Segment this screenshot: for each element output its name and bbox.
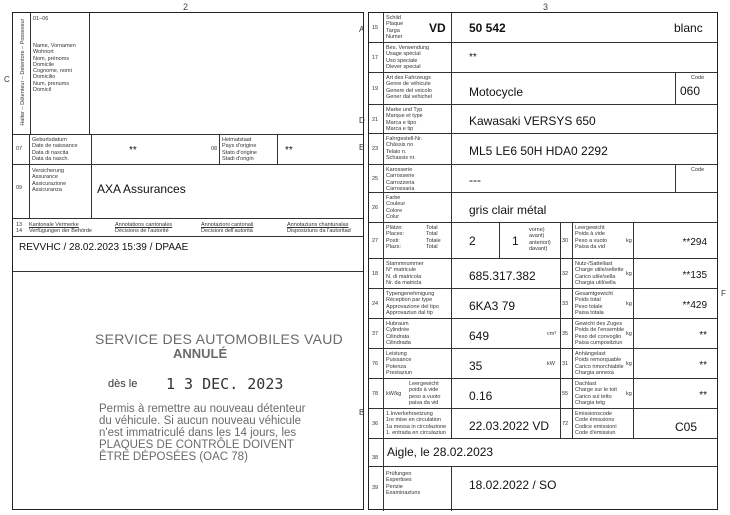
holder-name-labels (33, 43, 76, 93)
divider (572, 349, 573, 378)
r72-label-line: Code émissions (575, 417, 615, 424)
remarks-num-13: 13 (16, 222, 23, 228)
remarks-column-line: Annotazioni cantonali (201, 222, 254, 228)
label-r15-line: Plaque (386, 21, 404, 28)
r78-value: 0.16 (469, 389, 493, 403)
r32-label-line: Carico utile/sella (575, 273, 616, 280)
r78-prefix: kW/kg (386, 391, 402, 397)
vehicle-type-value: Motocycle (469, 85, 524, 99)
home-value: ** (285, 145, 293, 156)
stamp-line2: ANNULÉ (173, 346, 228, 361)
holder-name-line: Name, Vornamen (33, 43, 76, 49)
r55-label-line: Dachlast (575, 381, 597, 387)
r76-num: 76 (372, 361, 379, 367)
remarks-column-line: Annotations cantonales (115, 222, 173, 228)
label-r23-line: Schassis nr. (386, 154, 416, 161)
divider (633, 289, 634, 318)
r31-unit: kg (626, 361, 632, 367)
r55-label-line: Carico sul tetto (575, 393, 612, 400)
row-r24-r33 (369, 289, 717, 319)
r30-value: **294 (682, 237, 707, 248)
row-body: 25 Karosserie Carrosserie Carrozzeria Carrossaria --- Code (369, 165, 717, 193)
letter-d: D (359, 116, 365, 125)
divider (560, 259, 561, 288)
r78-label-line: Leergewicht (409, 381, 439, 387)
r36-labels (386, 411, 446, 436)
holder-name-line: Wohnort (33, 49, 54, 56)
r30-unit: kg (626, 238, 632, 244)
label-r19-line: Art des Fahrzeugs (386, 75, 431, 81)
divider (572, 319, 573, 348)
r27-labels (386, 225, 404, 250)
r18-value: 685.317.382 (469, 269, 536, 283)
divider (572, 289, 573, 318)
r27-sub-line: Total (426, 231, 438, 238)
chassis-value: ML5 LE6 50H HDA0 2292 (469, 144, 608, 158)
r18-label-line: N° matricule (386, 267, 417, 274)
divider (560, 379, 561, 408)
remarks-column-line: Disposiziuns da l'autoritad (287, 228, 351, 235)
stamp-notice-line: PLAQUES DE CONTRÔLE DOIVENT (99, 439, 294, 451)
row-r78-r55 (369, 379, 717, 409)
r30-label-line: Poids à vide (575, 231, 605, 238)
label-r39-line: Perizie (386, 483, 403, 490)
r30-label-line: Paisa da vid (575, 243, 605, 250)
seats-front: 1 (512, 234, 519, 248)
color-value: gris clair métal (469, 203, 547, 217)
r72-label-line: Codice emissioni (575, 423, 617, 430)
r32-value: **135 (682, 270, 707, 281)
divider (572, 259, 573, 288)
r24-label-line: Typengenehmigung (386, 291, 435, 297)
r72-value: C05 (674, 420, 697, 434)
r32-label-line: Charge utile/sellette (575, 267, 624, 274)
label-r25-line: Karosserie (386, 167, 413, 173)
seats-front-label-line: anteriori) (529, 239, 551, 246)
divider (451, 379, 452, 408)
row-make: 21 Marke und Typ Marque et type Marca e tipo Marca e tip Kawasaki VERSYS 650 (369, 105, 717, 134)
r55-label-line: Charge sur le toit (575, 387, 617, 394)
divider (451, 409, 452, 438)
letter-b: B (359, 408, 365, 417)
r37-label-line: Cilindrada (386, 339, 411, 346)
r24-labels (386, 291, 439, 316)
stamp-date: 1 3 DEC. 2023 (166, 375, 284, 393)
r27-sub-line: Total (426, 243, 438, 250)
r27-sub-line: Total (426, 225, 438, 231)
remarks-column-line: Verfügungen der Behörde (29, 228, 92, 235)
stamp-line1: SERVICE DES AUTOMOBILES VAUD (95, 331, 344, 347)
insurance-value: AXA Assurances (97, 182, 186, 196)
label-r15-line: Targa (386, 27, 400, 34)
stamp-notice (99, 403, 305, 463)
r32-label-line: Nutz-/Sattellast (575, 261, 613, 267)
r35-label-line: Poids de l'ensemble (575, 327, 625, 334)
divider (383, 319, 384, 348)
label-r23-line: Fahrgestell-Nr. (386, 136, 423, 142)
r35-label-line: Peso del convoglio (575, 333, 622, 340)
r27-label-line: Plätze: (386, 225, 403, 231)
r33-num: 33 (562, 301, 569, 307)
stamp-notice-line: Permis à remettre au nouveau détenteur (99, 403, 306, 415)
divider (451, 319, 452, 348)
divider (451, 223, 452, 258)
r30-label-line: Leergewicht (575, 225, 605, 231)
r18-labels (386, 261, 424, 286)
left-page (4, 12, 364, 510)
label-r17-line: Uso speciale (386, 57, 418, 64)
r36-label-line: 1.Inverkehrsetzung (386, 411, 433, 417)
row-r27-r30 (369, 223, 717, 259)
label-r23-line: Châssis no (386, 142, 414, 149)
insurance-label-line: Assurance (32, 174, 58, 181)
label-r21-line: Marca e tipo (386, 119, 417, 126)
row-r36-r72 (369, 409, 717, 439)
make-value: Kawasaki VERSYS 650 (469, 114, 596, 128)
home-label-line: Heimatstaat (222, 137, 252, 143)
r27-label-line: Posti: (386, 237, 400, 244)
divider (383, 259, 384, 288)
r24-label-line: Réception par type (386, 297, 433, 304)
row-r76-r31 (369, 349, 717, 379)
remarks-column-line: Annotaziuns chantunalas (287, 222, 349, 228)
divider (572, 223, 573, 258)
r78-label-line: peso a vuoto (409, 393, 441, 400)
r32-unit: kg (626, 271, 632, 277)
label-r26-line: Colore (386, 207, 403, 214)
r35-label-line: Paisa cumpositziun (575, 339, 623, 346)
r27-sub-line: Totale (426, 237, 441, 244)
birth-label-line: Date de naissance (32, 143, 78, 150)
home-num: 08 (211, 146, 218, 152)
divider (633, 349, 634, 378)
divider (560, 319, 561, 348)
label-r21-line: Marca e tip (386, 125, 414, 132)
insurance-label-line: Assicuranza (32, 186, 62, 193)
divider (633, 223, 634, 258)
r35-labels (575, 321, 624, 346)
stamp-notice-line: du véhicule. Si aucun nouveau véhicule (99, 415, 302, 427)
letter-e: E (359, 143, 365, 152)
divider (633, 319, 634, 348)
r31-label-line: Anhängelast (575, 351, 606, 357)
divider (383, 289, 384, 318)
label-r39-line: Expertises (386, 477, 412, 484)
r18-label-line: Stammnummer (386, 261, 424, 267)
divider (560, 223, 561, 258)
r76-value: 35 (469, 359, 483, 373)
holder-name-line: Num, prenums (33, 80, 70, 87)
r30-num: 30 (562, 238, 569, 244)
row-color: 26 Farbe Couleur Colore Colur gris clair métal (369, 193, 717, 223)
seats-front-label-line: vorne) (529, 227, 545, 233)
row-inspections: 39 Prüfungen Expertises Perizie Examinaziuns 18.02.2022 / SO (369, 467, 717, 511)
r18-label-line: Nr. da matricla (386, 279, 422, 286)
remarks-column-line: Décisions de l'autorité (115, 228, 169, 235)
r27-sub-labels (426, 225, 441, 250)
r33-label-line: Peso totale (575, 303, 603, 310)
r18-num: 18 (372, 271, 379, 277)
r36-value: 22.03.2022 VD (469, 419, 550, 433)
r76-labels (386, 351, 412, 376)
holder-vertical-label: Halter – Détenteur – Detentore – Possessur (19, 18, 26, 126)
holder-name-line: Domicilio (33, 74, 56, 81)
seats-front-label-line: avant) (529, 233, 545, 240)
stamp-notice-line: n'est immatriculé dans les 14 jours, les (99, 427, 297, 439)
divider (560, 349, 561, 378)
r76-unit: kW (547, 361, 555, 367)
remarks-column-line: Decisioni dell'autorità (201, 228, 253, 235)
remarks-column (115, 222, 172, 235)
r76-label-line: Potenza (386, 363, 407, 370)
r55-label-line: Chargia tetg (575, 399, 605, 406)
r24-num: 24 (372, 301, 379, 307)
divider (499, 223, 500, 258)
stamp-notice-line: ÊTRE DÉPOSÉES (OAC 78) (99, 451, 248, 463)
r35-num: 35 (562, 331, 569, 337)
left-page-number: 2 (183, 2, 189, 12)
label-r25-line: Carrosserie (386, 173, 415, 180)
divider (451, 349, 452, 378)
label-r21-line: Marque et type (386, 113, 423, 120)
r24-value: 6KA3 79 (469, 299, 516, 313)
row-special-use: 17 Bes. Verwendung Usage spécial Uso speciale Diever special ** (369, 43, 717, 73)
r37-value: 649 (469, 329, 490, 343)
r72-label-line: Emissionscode (575, 411, 612, 417)
place-date-value: Aigle, le 28.02.2023 (387, 445, 494, 459)
divider (560, 289, 561, 318)
seats-total: 2 (469, 234, 476, 248)
label-r15-line: Schild (386, 15, 401, 21)
r37-label-line: Cilindrata (386, 333, 410, 340)
r37-label-line: Cylindrée (386, 327, 410, 334)
r32-num: 32 (562, 271, 569, 277)
row-r18-r32 (369, 259, 717, 289)
home-label-line: Pays d'origine (222, 143, 257, 150)
r35-label-line: Gewicht des Zuges (575, 321, 623, 327)
r36-label-line: 1. entrada en circulaziun (386, 429, 446, 436)
remarks-value: REVVHC / 28.02.2023 15:39 / DPAAE (19, 242, 189, 253)
r24-label-line: Approvaziun dal tip (386, 309, 433, 316)
r78-num: 78 (372, 391, 379, 397)
divider (633, 259, 634, 288)
stamp-date-label: dès le (108, 378, 138, 390)
label-r23-line: Telaio n. (386, 148, 407, 155)
birth-label-line: Data da nasch. (32, 155, 69, 162)
divider (451, 289, 452, 318)
right-page (359, 12, 726, 510)
right-page-number: 3 (543, 2, 549, 12)
r36-label-line: 1a messa in circolazione (386, 423, 447, 430)
holder-name-line: Domicil (33, 87, 52, 94)
r31-num: 31 (562, 361, 569, 367)
holder-code: 01–06 (33, 16, 49, 22)
r33-label-line: Paisa totala (575, 309, 604, 316)
seats-front-labels (529, 227, 551, 252)
label-r17-line: Usage spécial (386, 51, 421, 58)
insurance-label-line: Versicherung (32, 168, 65, 174)
r72-label-line: Code d'emissiun (575, 429, 616, 436)
r55-labels (575, 381, 617, 406)
remarks-column (29, 222, 92, 235)
r31-label-line: Poids remorquable (575, 357, 622, 364)
r76-label-line: Puissance (386, 357, 412, 364)
r37-unit: cm³ (547, 331, 557, 337)
letter-a: A (359, 25, 365, 34)
plate-number: 50 542 (469, 21, 506, 35)
r55-value: ** (699, 390, 707, 401)
row-plate: 15 Schild Plaque Targa Numer VD 50 542 blanc (369, 13, 717, 43)
insurance-num: 09 (16, 185, 23, 191)
remarks-columns (29, 222, 365, 236)
row-vehicle-type: 19 Art des Fahrzeugs Genre de véhicule Genere del veicolo Gener dal vehichel Motocycle Code 060 (369, 73, 717, 105)
r33-label-line: Poids total (575, 297, 601, 304)
r31-labels (575, 351, 624, 376)
label-r25-line: Carrossaria (386, 185, 415, 192)
holder-section (4, 13, 363, 135)
row-chassis: 23 Fahrgestell-Nr. Châssis no Telaio n. Schassis nr. ML5 LE6 50H HDA0 2292 (369, 134, 717, 165)
holder-name-line: Domicile (33, 61, 55, 68)
label-r19-line: Gener dal vehichel (386, 93, 432, 100)
r76-label-line: Prestaziun (386, 369, 412, 376)
r55-unit: kg (626, 391, 632, 397)
r33-unit: kg (626, 301, 632, 307)
label-r15-line: Numer (386, 33, 403, 40)
divider (383, 349, 384, 378)
r72-num: 72 (562, 421, 569, 427)
divider (633, 409, 634, 438)
label-r26-line: Farbe (386, 195, 401, 201)
label-r39-line: Prüfungen (386, 471, 412, 477)
label-r26-line: Colur (386, 213, 400, 220)
special-use-value: ** (469, 52, 477, 63)
home-labels (222, 137, 257, 162)
label-r17-line: Bes. Verwendung (386, 45, 430, 51)
divider (383, 379, 384, 408)
seats-front-label-line: davant) (529, 245, 548, 252)
r72-labels (575, 411, 617, 436)
r31-label-line: Chargia annexa (575, 369, 614, 376)
r37-num: 37 (372, 331, 379, 337)
label-r19-line: Genere del veicolo (386, 87, 432, 94)
divider (633, 379, 634, 408)
divider (383, 223, 384, 258)
letter-f: F (721, 289, 726, 298)
plate-canton: VD (429, 21, 446, 35)
holder-name-line: Cognome, nomi (33, 68, 72, 75)
birth-labels (32, 137, 78, 162)
body-value: --- (469, 173, 481, 187)
insurance-row (13, 165, 363, 219)
row-r37-r35 (369, 319, 717, 349)
remarks-column (287, 222, 351, 235)
r35-unit: kg (626, 331, 632, 337)
r36-label-line: 1re mise en circulation (386, 417, 442, 424)
divider (451, 259, 452, 288)
plate-color: blanc (674, 21, 703, 35)
remarks-column (201, 222, 253, 235)
birth-home-row (13, 135, 363, 165)
r27-label-line: Places: (386, 231, 405, 238)
birth-num: 07 (16, 146, 23, 152)
r78-label-line: poids à vide (409, 387, 439, 394)
r33-value: **429 (682, 300, 707, 311)
r76-label-line: Leistung (386, 351, 407, 357)
r78-label-line: paisa da vid (409, 399, 439, 406)
r37-labels (386, 321, 411, 346)
r32-labels (575, 261, 624, 286)
r36-num: 36 (372, 421, 379, 427)
r35-value: ** (699, 330, 707, 341)
r30-label-line: Peso a vuoto (575, 237, 608, 244)
holder-name-line: Nom, prénoms (33, 55, 70, 62)
r27-num: 27 (372, 238, 379, 244)
birth-label-line: Geburtsdatum (32, 137, 67, 143)
remarks-header (13, 219, 363, 237)
r24-label-line: Approvazione del tipo (386, 303, 439, 310)
divider (572, 409, 573, 438)
label-r21-line: Marke und Typ (386, 107, 423, 113)
r31-value: ** (699, 360, 707, 371)
r31-label-line: Carico rimorchiabile (575, 363, 624, 370)
divider (383, 409, 384, 438)
home-label-line: Stadi d'origin (222, 155, 254, 162)
r37-label-line: Hubraum (386, 321, 409, 327)
r32-label-line: Chargia util/sella (575, 279, 616, 286)
r27-label-line: Plazs: (386, 243, 401, 250)
insurance-labels (32, 168, 66, 193)
divider (560, 409, 561, 438)
label-r39-line: Examinaziuns (386, 489, 421, 496)
r55-num: 55 (562, 391, 569, 397)
section-letter-c: C (4, 75, 10, 84)
insurance-label-line: Assicurazione (32, 180, 67, 187)
r33-labels (575, 291, 613, 316)
vehicle-type-code: 060 (680, 84, 701, 98)
r33-label-line: Gesamtgewicht (575, 291, 613, 297)
remarks-num-14: 14 (16, 228, 23, 234)
remarks-column-line: Kantonale Vermerke (29, 222, 79, 228)
label-r25-line: Carrozzeria (386, 179, 415, 186)
r18-label-line: N. di matricola (386, 273, 422, 280)
inspections-value: 18.02.2022 / SO (469, 478, 557, 492)
home-label-line: Stato d'origine (222, 149, 257, 156)
label-r17-line: Diever special (386, 63, 421, 70)
birth-value: ** (129, 145, 137, 156)
label-r19-line: Genre de véhicule (386, 81, 431, 88)
birth-label-line: Data di nascita (32, 149, 69, 156)
row-place-date: 38 Aigle, le 28.02.2023 (369, 439, 717, 467)
divider (572, 379, 573, 408)
r78-labels (409, 381, 441, 406)
label-r26-line: Couleur (386, 201, 406, 208)
r30-labels (575, 225, 607, 250)
